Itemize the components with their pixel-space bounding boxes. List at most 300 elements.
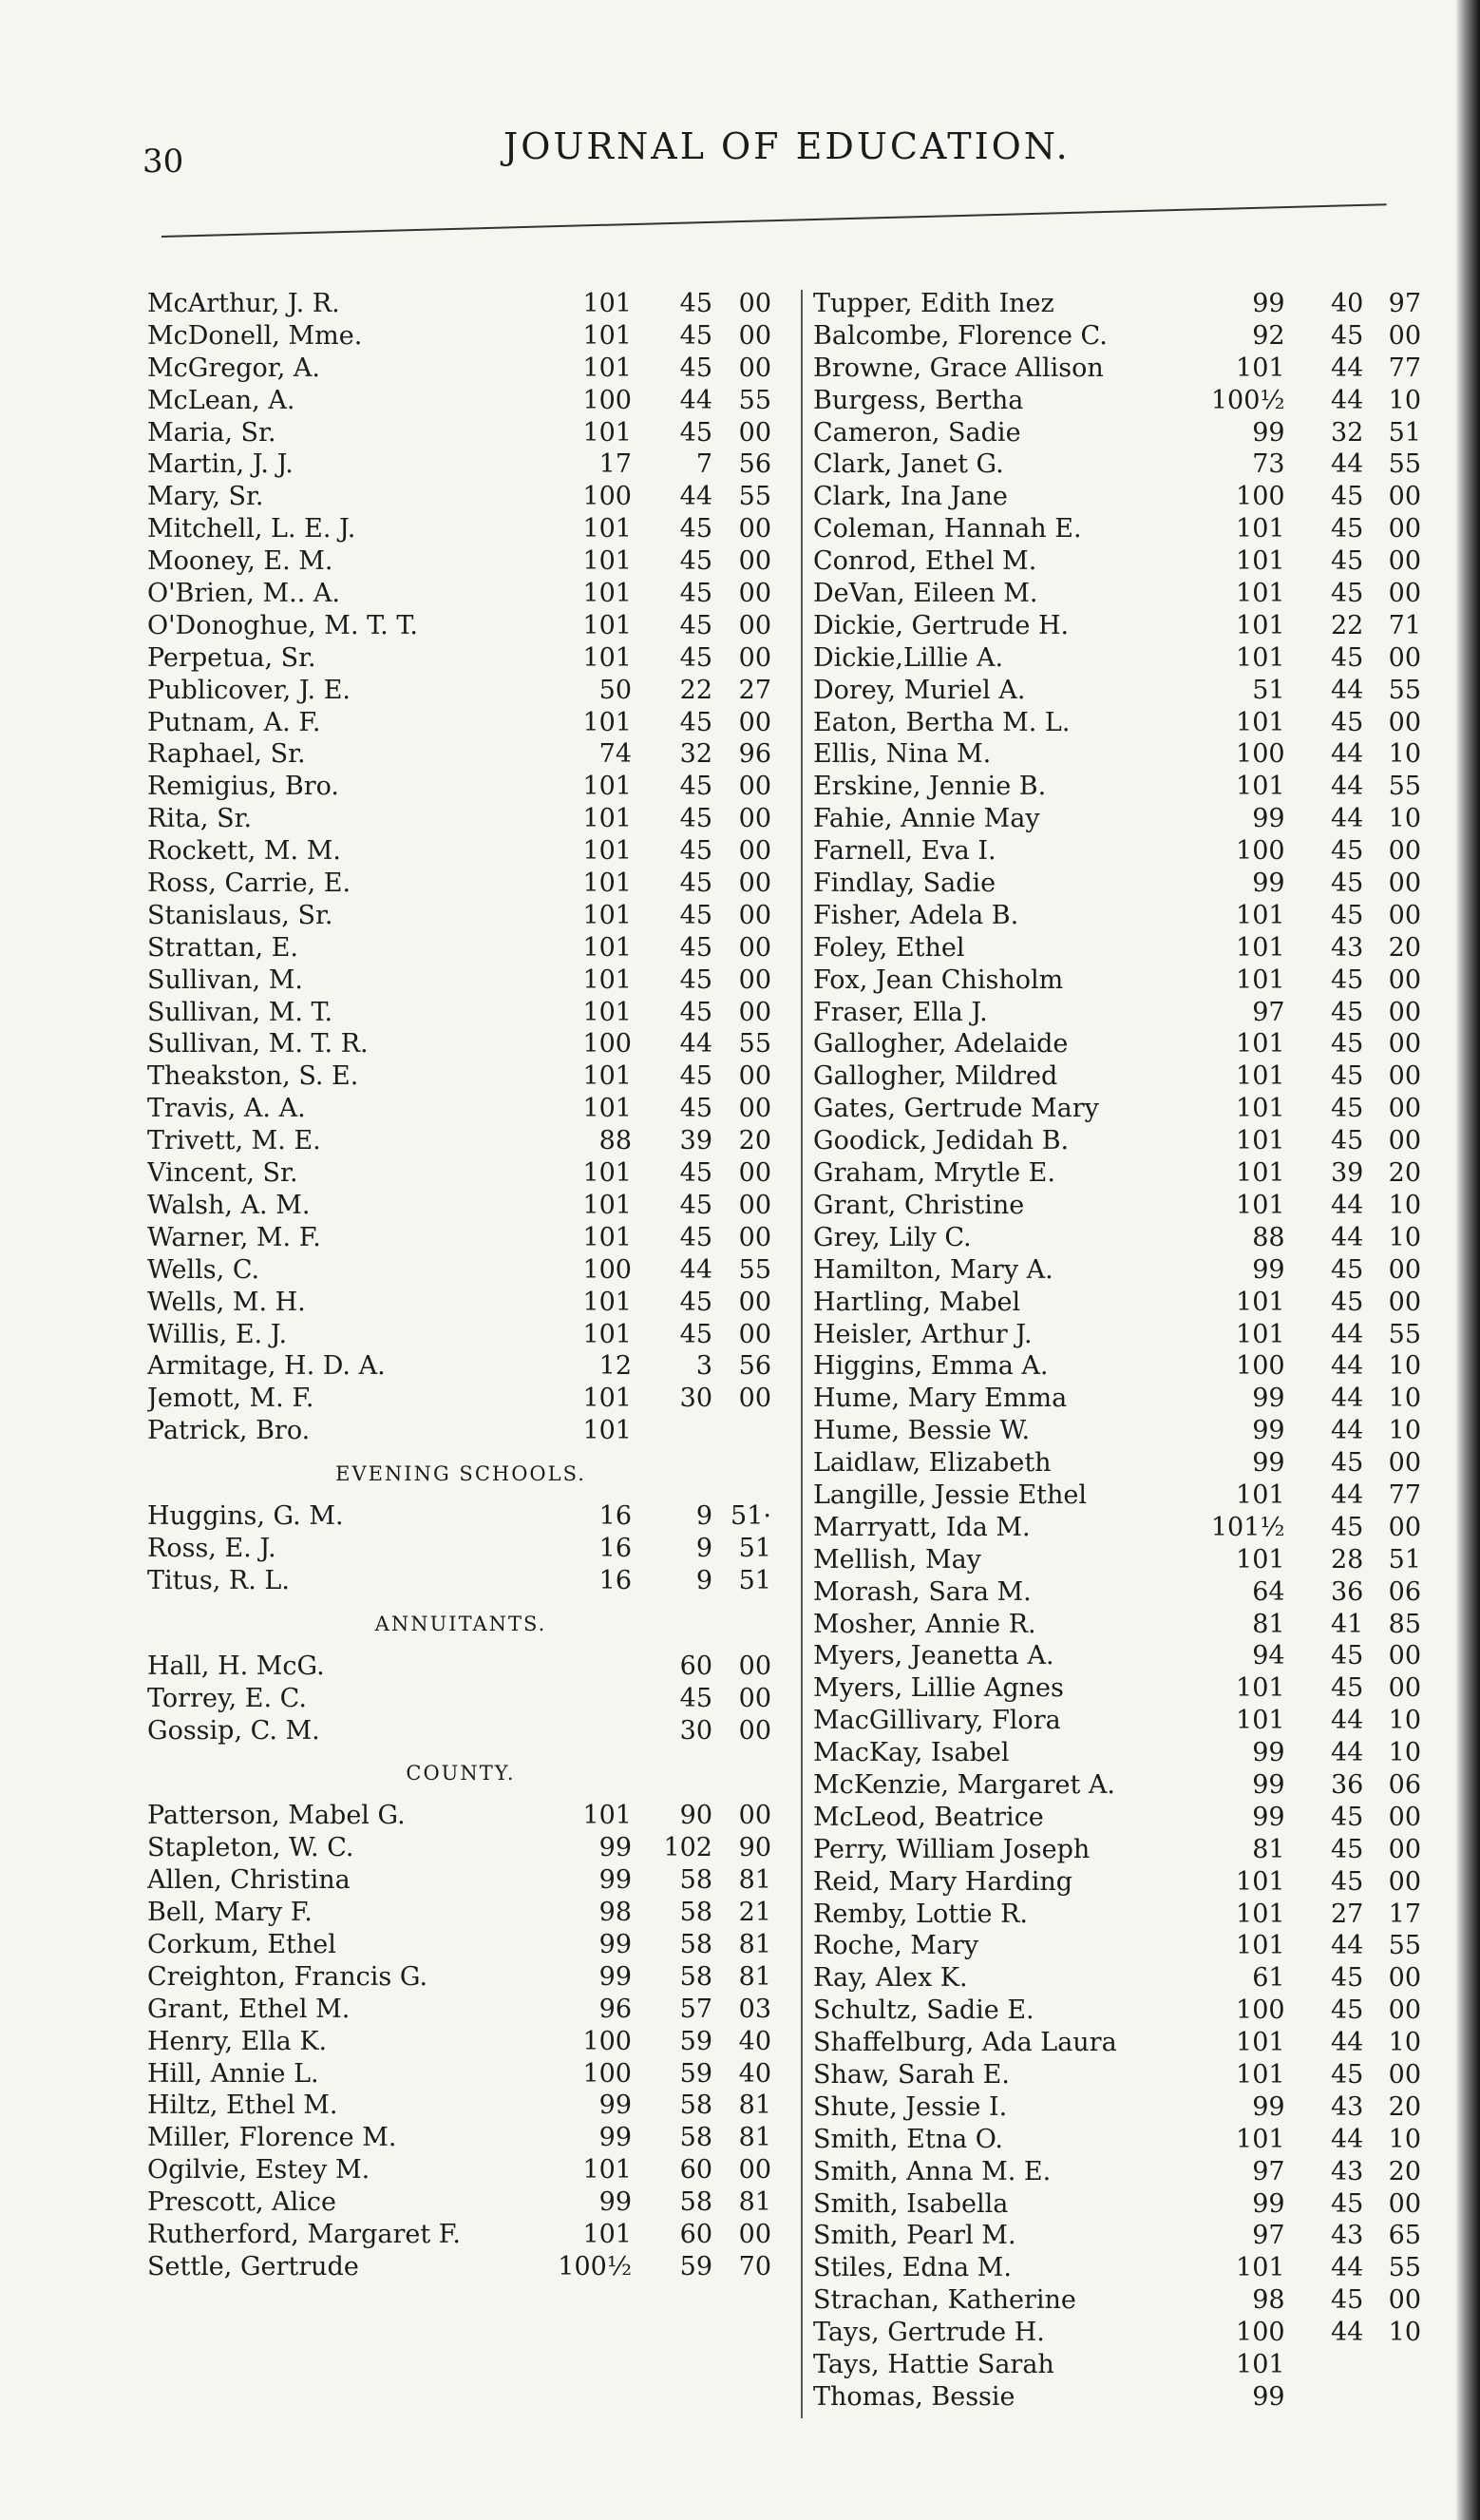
entry-days: 99 [598,2090,632,2121]
entry-dollars: 60 [679,2219,712,2249]
entry-cents: 51 [1388,417,1422,448]
entry-name: Gallogher, Adelaide [813,1029,1069,1060]
entry-dollars: 45 [1330,1512,1364,1542]
evening-schools-heading: EVENING SCHOOLS. [335,1462,586,1486]
table-row [813,1802,1421,1834]
entry-cents: 00 [1388,2059,1422,2090]
entry-days: 101 [1236,1706,1285,1736]
entry-cents: 10 [1388,2028,1422,2058]
entry-days: 99 [1252,2091,1285,2122]
entry-cents: 55 [1388,675,1422,705]
entry-name: Higgins, Emma A. [813,1351,1049,1382]
entry-days: 101 [1236,1899,1285,1929]
entry-name: Grant, Christine [813,1190,1025,1220]
entry-cents: 00 [1388,642,1422,673]
entry-cents: 40 [738,2026,771,2056]
entry-name: McArthur, J. R. [147,289,340,318]
entry-dollars: 44 [1330,772,1364,802]
entry-days: 16 [598,1533,632,1563]
entry-days: 101 [582,1094,632,1124]
entry-dollars [632,1415,712,1447]
entry-name: Smith, Anna M. E. [813,2156,1052,2186]
entry-dollars: 44 [1330,1319,1364,1349]
entry-cents: 51 [738,1533,771,1563]
entry-cents: 00 [738,1651,771,1681]
entry-dollars: 44 [1330,1384,1364,1414]
entry-cents: 00 [738,610,771,640]
entry-cents [1375,2349,1421,2381]
entry-dollars: 45 [1330,707,1364,737]
entry-dollars: 90 [679,1801,712,1831]
entry-dollars: 44 [679,482,712,512]
entry-dollars: 45 [1330,1963,1364,1994]
entry-name: Grey, Lily C. [813,1222,972,1252]
entry-cents: 65 [1388,2221,1422,2251]
table-row [147,481,793,513]
table-row [813,1254,1421,1287]
entry-days: 98 [1252,2285,1285,2316]
table-row [813,2349,1421,2381]
table-row [813,1576,1421,1609]
entry-days: 97 [1252,2221,1285,2251]
table-row [813,2284,1421,2317]
table-row [147,2186,793,2219]
entry-days: 101 [1236,1480,1285,1510]
entry-name: O'Donoghue, M. T. T. [147,610,418,640]
entry-cents: 00 [1388,707,1422,737]
table-row [147,1383,793,1415]
entry-dollars: 45 [1330,1126,1364,1156]
entry-days: 101 [582,1222,632,1252]
entry-days: 100 [582,385,632,415]
entry-days: 101½ [1210,1512,1285,1542]
entry-dollars: 45 [679,1158,712,1189]
entry-name: Walsh, A. M. [147,1190,311,1220]
entry-cents: 20 [1388,932,1422,963]
entry-name: Fox, Jean Chisholm [813,964,1064,995]
entry-days: 100½ [558,2251,632,2281]
table-row [813,1350,1421,1383]
entry-name: McDonell, Mme. [147,320,363,351]
entry-days: 101 [582,997,632,1027]
entry-cents: 00 [738,546,771,577]
entry-dollars: 44 [1330,449,1364,480]
entry-dollars: 44 [1330,2318,1364,2348]
entry-dollars: 45 [1330,1641,1364,1671]
table-row [147,964,793,997]
entry-days: 101 [1236,2124,1285,2154]
entry-days: 101 [582,1416,632,1446]
entry-days: 100½ [1210,385,1285,415]
entry-days: 101 [1236,1544,1285,1575]
entry-name: McKenzie, Margaret A. [813,1769,1116,1800]
entry-dollars: 45 [1330,964,1364,995]
entry-cents: 00 [738,2155,771,2186]
table-row [813,1930,1421,1962]
entry-days: 101 [582,546,632,577]
page-binding-edge [1455,0,1480,2520]
table-row [813,1093,1421,1125]
entry-cents: 71 [1388,610,1422,640]
entry-dollars: 45 [679,707,712,737]
entry-name: Ellis, Nina M. [813,739,992,770]
entry-name: Maria, Sr. [147,417,276,448]
entry-dollars: 45 [679,869,712,899]
entry-days: 101 [582,772,632,802]
entry-days: 51 [1252,675,1285,705]
right-column [813,288,1421,2414]
entry-dollars: 45 [1330,2188,1364,2219]
entry-name: Wells, C. [147,1254,260,1285]
table-row [147,2122,793,2154]
entry-cents: 00 [1388,2285,1422,2316]
table-row [813,1480,1421,1512]
table-row [147,2026,793,2058]
entry-name: Travis, A. A. [147,1094,306,1124]
entry-dollars: 28 [1330,1544,1364,1575]
table-row [813,1222,1421,1254]
table-row [813,1060,1421,1093]
entry-name: Creighton, Francis G. [147,1961,428,1992]
entry-days: 73 [1252,449,1285,480]
entry-dollars: 45 [679,546,712,577]
entry-cents: 10 [1388,2124,1422,2154]
entry-days: 61 [1252,1963,1285,1994]
right-list [813,288,1421,2414]
entry-dollars: 45 [1330,1061,1364,1092]
entry-name: Bell, Mary F. [147,1898,313,1928]
entry-cents: 00 [738,707,771,737]
table-row [147,1500,793,1533]
table-row [147,1715,793,1747]
entry-name: Foley, Ethel [813,932,965,963]
table-row [813,1447,1421,1480]
entry-dollars: 45 [1330,1802,1364,1832]
table-row [813,1899,1421,1931]
entry-dollars: 45 [679,772,712,802]
entry-days: 101 [582,1319,632,1349]
entry-cents: 20 [1388,1158,1422,1189]
entry-dollars: 45 [1330,869,1364,899]
table-row [147,900,793,932]
entry-dollars: 43 [1330,2221,1364,2251]
entry-name: Remby, Lottie R. [813,1899,1029,1929]
entry-name: Martin, J. J. [147,449,294,480]
teacher-list [147,288,793,1447]
entry-cents: 00 [738,1094,771,1124]
table-row [813,964,1421,997]
entry-cents: 81 [738,1865,771,1896]
entry-cents: 51 [1388,1544,1422,1575]
entry-dollars: 27 [1330,1899,1364,1929]
entry-name: Goodick, Jedidah B. [813,1126,1070,1156]
entry-name: Hamilton, Mary A. [813,1254,1053,1285]
entry-days: 101 [1236,772,1285,802]
entry-name: Myers, Jeanetta A. [813,1641,1054,1671]
entry-name: MacKay, Isabel [813,1738,1010,1768]
entry-cents: 00 [738,353,771,383]
entry-dollars: 58 [679,1929,712,1959]
entry-dollars: 45 [679,804,712,834]
entry-cents: 06 [1388,1576,1422,1607]
entry-name: Vincent, Sr. [147,1158,298,1189]
entry-name: Armitage, H. D. A. [147,1351,386,1382]
entry-days: 101 [1236,932,1285,963]
entry-cents: 90 [738,1833,771,1863]
table-row [813,932,1421,964]
entry-days: 97 [1252,997,1285,1027]
table-row [147,578,793,610]
entry-dollars: 58 [679,1898,712,1928]
table-row [147,1533,793,1565]
entry-dollars: 45 [679,997,712,1027]
entry-days: 16 [598,1565,632,1595]
entry-dollars: 45 [679,642,712,673]
entry-days: 12 [598,1351,632,1382]
entry-cents: 00 [1388,2188,1422,2219]
entry-name: Thomas, Bessie [813,2381,1015,2412]
entry-days: 101 [582,1384,632,1414]
entry-days: 101 [582,579,632,609]
entry-dollars: 44 [679,385,712,415]
entry-days: 99 [598,1929,632,1959]
entry-dollars: 43 [1330,2091,1364,2122]
entry-days: 101 [582,964,632,995]
entry-cents: 00 [1388,1094,1422,1124]
entry-days: 98 [598,1898,632,1928]
entry-name: McLeod, Beatrice [813,1802,1044,1832]
entry-days: 101 [1236,1126,1285,1156]
entry-cents: 00 [738,1222,771,1252]
entry-dollars: 44 [1330,2124,1364,2154]
entry-dollars: 41 [1330,1609,1364,1639]
entry-cents: 55 [1388,1319,1422,1349]
entry-cents: 00 [738,869,771,899]
entry-cents: 00 [1388,514,1422,544]
entry-name: Tays, Gertrude H. [813,2318,1045,2348]
entry-cents: 00 [1388,1126,1422,1156]
entry-dollars: 45 [679,964,712,995]
entry-name: Perpetua, Sr. [147,642,316,673]
entry-name: Willis, E. J. [147,1319,288,1349]
entry-dollars: 45 [679,1319,712,1349]
entry-name: DeVan, Eileen M. [813,579,1038,609]
entry-dollars: 102 [663,1833,712,1863]
entry-name: Clark, Ina Jane [813,482,1008,512]
entry-cents: 00 [738,1384,771,1414]
entry-days: 101 [582,869,632,899]
table-row [813,2188,1421,2221]
entry-name: Tupper, Edith Inez [813,289,1054,318]
entry-name: Stapleton, W. C. [147,1833,354,1863]
entry-cents: 20 [1388,2091,1422,2122]
entry-dollars: 58 [679,2123,712,2153]
entry-name: Gossip, C. M. [147,1715,320,1746]
entry-name: Coleman, Hannah E. [813,514,1082,544]
entry-name: Raphael, Sr. [147,739,306,770]
entry-dollars: 30 [679,1715,712,1746]
entry-dollars: 44 [1330,1222,1364,1252]
entry-dollars: 32 [1330,417,1364,448]
entry-name: Gallogher, Mildred [813,1061,1058,1092]
table-row [147,1319,793,1351]
table-row [813,868,1421,900]
entry-dollars: 58 [679,2090,712,2121]
entry-cents: 00 [738,642,771,673]
entry-dollars: 44 [1330,1706,1364,1736]
entry-name: Dickie, Gertrude H. [813,610,1070,640]
entry-name: Rockett, M. M. [147,836,341,867]
entry-cents: 00 [1388,1448,1422,1479]
entry-name: Fahie, Annie May [813,804,1040,834]
entry-cents: 00 [738,1715,771,1746]
entry-days: 16 [598,1501,632,1532]
entry-name: Conrod, Ethel M. [813,546,1037,577]
entry-cents: 77 [1388,1480,1422,1510]
entry-dollars: 45 [679,1061,712,1092]
entry-days: 100 [582,482,632,512]
entry-dollars: 59 [679,2058,712,2089]
entry-dollars: 45 [679,417,712,448]
entry-cents: 00 [738,514,771,544]
entry-dollars: 43 [1330,2156,1364,2186]
table-row [147,2251,793,2283]
entry-cents: 20 [1388,2156,1422,2186]
entry-cents: 10 [1388,385,1422,415]
entry-cents: 00 [738,1190,771,1220]
table-row [813,771,1421,803]
table-row [813,513,1421,545]
table-row [813,2317,1421,2349]
entry-name: Henry, Ella K. [147,2026,328,2056]
table-row [813,1287,1421,1319]
entry-dollars: 45 [1330,997,1364,1027]
table-row [813,1962,1421,1995]
entry-days: 99 [598,2187,632,2218]
entry-dollars [1285,2349,1364,2381]
entry-dollars: 45 [1330,514,1364,544]
entry-dollars: 44 [1330,2253,1364,2283]
table-row [813,1769,1421,1802]
entry-name: Prescott, Alice [147,2187,337,2218]
table-row [147,868,793,900]
entry-name: Ross, Carrie, E. [147,869,351,899]
entry-dollars: 44 [1330,1738,1364,1768]
entry-dollars: 45 [679,900,712,930]
table-row [813,2059,1421,2091]
entry-cents: 00 [1388,869,1422,899]
entry-name: Warner, M. F. [147,1222,321,1252]
entry-name: Stiles, Edna M. [813,2253,1012,2283]
entry-cents: 10 [1388,1351,1422,1382]
entry-dollars: 44 [1330,675,1364,705]
entry-days: 99 [1252,1738,1285,1768]
table-row [813,353,1421,385]
entry-days: 101 [1236,2350,1285,2379]
entry-name: McLean, A. [147,385,295,415]
table-row [147,610,793,642]
annuitants-list [147,1651,793,1747]
table-row [813,997,1421,1029]
entry-dollars: 45 [679,932,712,963]
entry-name: Rita, Sr. [147,804,253,834]
entry-dollars: 45 [1330,1673,1364,1704]
entry-days: 101 [582,417,632,448]
entry-cents: 97 [1388,289,1422,318]
entry-cents: 00 [1388,1834,1422,1864]
entry-cents: 00 [1388,964,1422,995]
entry-cents: 06 [1388,1769,1422,1800]
entry-days: 101 [1236,1158,1285,1189]
table-row [813,738,1421,771]
entry-name: Dorey, Muriel A. [813,675,1026,705]
entry-days: 101 [582,2219,632,2249]
entry-dollars: 45 [679,1190,712,1220]
table-row [813,803,1421,835]
entry-days: 99 [598,1865,632,1896]
entry-days: 81 [1252,1834,1285,1864]
table-row [147,1287,793,1319]
entry-cents: 56 [738,1351,771,1382]
entry-dollars: 3 [695,1351,712,1382]
entry-days: 99 [1252,417,1285,448]
entry-days: 99 [598,1833,632,1863]
entry-cents: 81 [738,2090,771,2121]
entry-dollars: 57 [679,1994,712,2024]
entry-cents: 85 [1388,1609,1422,1639]
entry-dollars: 44 [1330,1931,1364,1961]
table-row [813,1512,1421,1544]
entry-cents: 51· [731,1501,771,1532]
entry-name: Ray, Alex K. [813,1963,968,1994]
entry-dollars: 39 [1330,1158,1364,1189]
table-row [813,2381,1421,2414]
entry-name: Roche, Mary [813,1931,979,1961]
entry-days: 99 [598,2123,632,2153]
table-row [813,2124,1421,2156]
entry-name: Hume, Bessie W. [813,1416,1031,1446]
entry-dollars: 44 [1330,1416,1364,1446]
entry-days: 17 [598,449,632,480]
entry-days: 101 [1236,964,1285,995]
entry-cents: 10 [1388,1706,1422,1736]
table-row [813,1705,1421,1737]
entry-cents: 10 [1388,1384,1422,1414]
entry-name: Patterson, Mabel G. [147,1801,406,1831]
column-divider [801,290,803,2418]
entry-name: Burgess, Bertha [813,385,1024,415]
table-row [813,707,1421,739]
entry-dollars: 45 [679,579,712,609]
table-row [147,417,793,449]
entry-name: Titus, R. L. [147,1565,290,1595]
entry-dollars: 44 [1330,1190,1364,1220]
entry-days: 99 [1252,1254,1285,1285]
entry-cents: 10 [1388,739,1422,770]
entry-name: Strattan, E. [147,932,298,963]
entry-dollars: 45 [1330,2059,1364,2090]
entry-days: 101 [1236,1931,1285,1961]
entry-name: Balcombe, Florence C. [813,320,1108,351]
entry-cents: 17 [1388,1899,1422,1929]
table-row [147,1929,793,1961]
entry-cents: 70 [738,2251,771,2281]
entry-cents: 27 [738,675,771,705]
entry-days: 101 [1236,610,1285,640]
entry-cents: 03 [738,1994,771,2024]
entry-days: 101 [582,1801,632,1831]
entry-name: Sullivan, M. T. [147,997,333,1027]
